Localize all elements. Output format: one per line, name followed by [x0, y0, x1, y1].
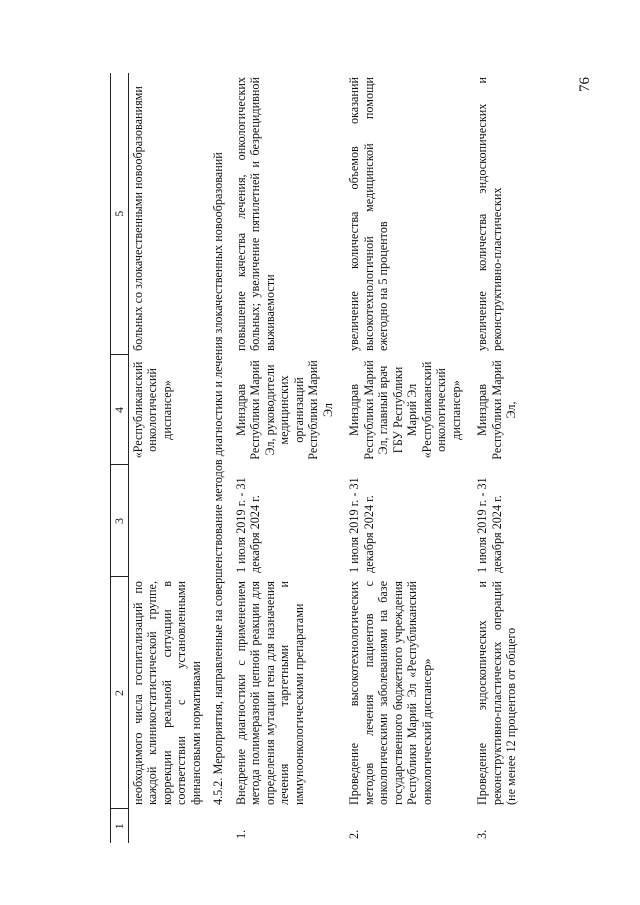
- row-executor: Минздрав Республики Марий Эл, главный врач ГБУ Республики Марий Эл «Республиканский онкологический диспансер»: [347, 360, 463, 460]
- row-result: повышение качества лечения, онкологических больных; увеличение пятилетней и безрецидивной выживаемости: [233, 77, 277, 351]
- table-row: [232, 73, 338, 843]
- row-result: увеличение количества объемов оказаний высокотехнологичной медицинской помощи ежегодно на 5 процентов: [347, 77, 390, 351]
- row-executor: Минздрав Республики Марий Эл,: [475, 360, 518, 460]
- page-number: 76: [577, 77, 593, 92]
- header-col-4: 4: [111, 355, 129, 465]
- table-row: [337, 73, 465, 843]
- row-result: увеличение количества эндоскопических и реконструктивно-пластических: [475, 77, 504, 351]
- row-period: 1 июля 2019 г. - 31 декабря 2024 г.: [475, 477, 504, 573]
- row-period: 1 июля 2019 г. - 31 декабря 2024 г.: [347, 477, 376, 573]
- measures-table: [110, 73, 521, 843]
- continuation-result: больных со злокачественными новообразованиями: [130, 86, 145, 351]
- row-measure: Внедрение диагностики с применением метода полимеразной цепной реакции для определения мутации гена для назначения лечения таргетными и иммуноонкологическими препаратами: [233, 581, 306, 805]
- section-title: 4.5.2. Мероприятия, направленные на совершенствование методов диагностики и лечения злокачественных новообразований: [211, 152, 225, 805]
- row-executor: Минздрав Республики Марий Эл, руководители медицинских организаций Республики Марий Эл: [233, 360, 335, 460]
- continuation-measure: необходимого числа госпитализаций по каждой клиникостатистической группе, коррекции реальной ситуации в соответствии с установленными финансовыми нормативами: [130, 581, 203, 805]
- rotated-table-page: [110, 73, 610, 843]
- header-col-3: 3: [111, 465, 129, 577]
- continuation-executor: «Республиканский онкологический диспансер»: [130, 361, 174, 459]
- row-measure: Проведение эндоскопических и реконструктивно-пластических операций (не менее 12 процентов от общего: [475, 581, 518, 805]
- row-number: 1.: [233, 829, 248, 839]
- row-number: 2.: [347, 829, 361, 839]
- section-title-row: [205, 73, 232, 843]
- table-row: [465, 73, 521, 843]
- header-col-2: 2: [111, 577, 129, 809]
- header-col-1: 1: [111, 809, 129, 843]
- row-measure: Проведение высокотехнологических методов лечения пациентов с онкологическими заболеваниями на базе государственного бюджетного учреждения Республики Марий Эл «Республиканский онкологический диспансер»: [347, 581, 434, 805]
- header-col-5: 5: [111, 73, 129, 355]
- row-period: 1 июля 2019 г. - 31 декабря 2024 г.: [233, 477, 262, 573]
- row-number: 3.: [475, 829, 489, 839]
- table-header-row: [111, 73, 129, 843]
- continuation-row: [128, 73, 205, 843]
